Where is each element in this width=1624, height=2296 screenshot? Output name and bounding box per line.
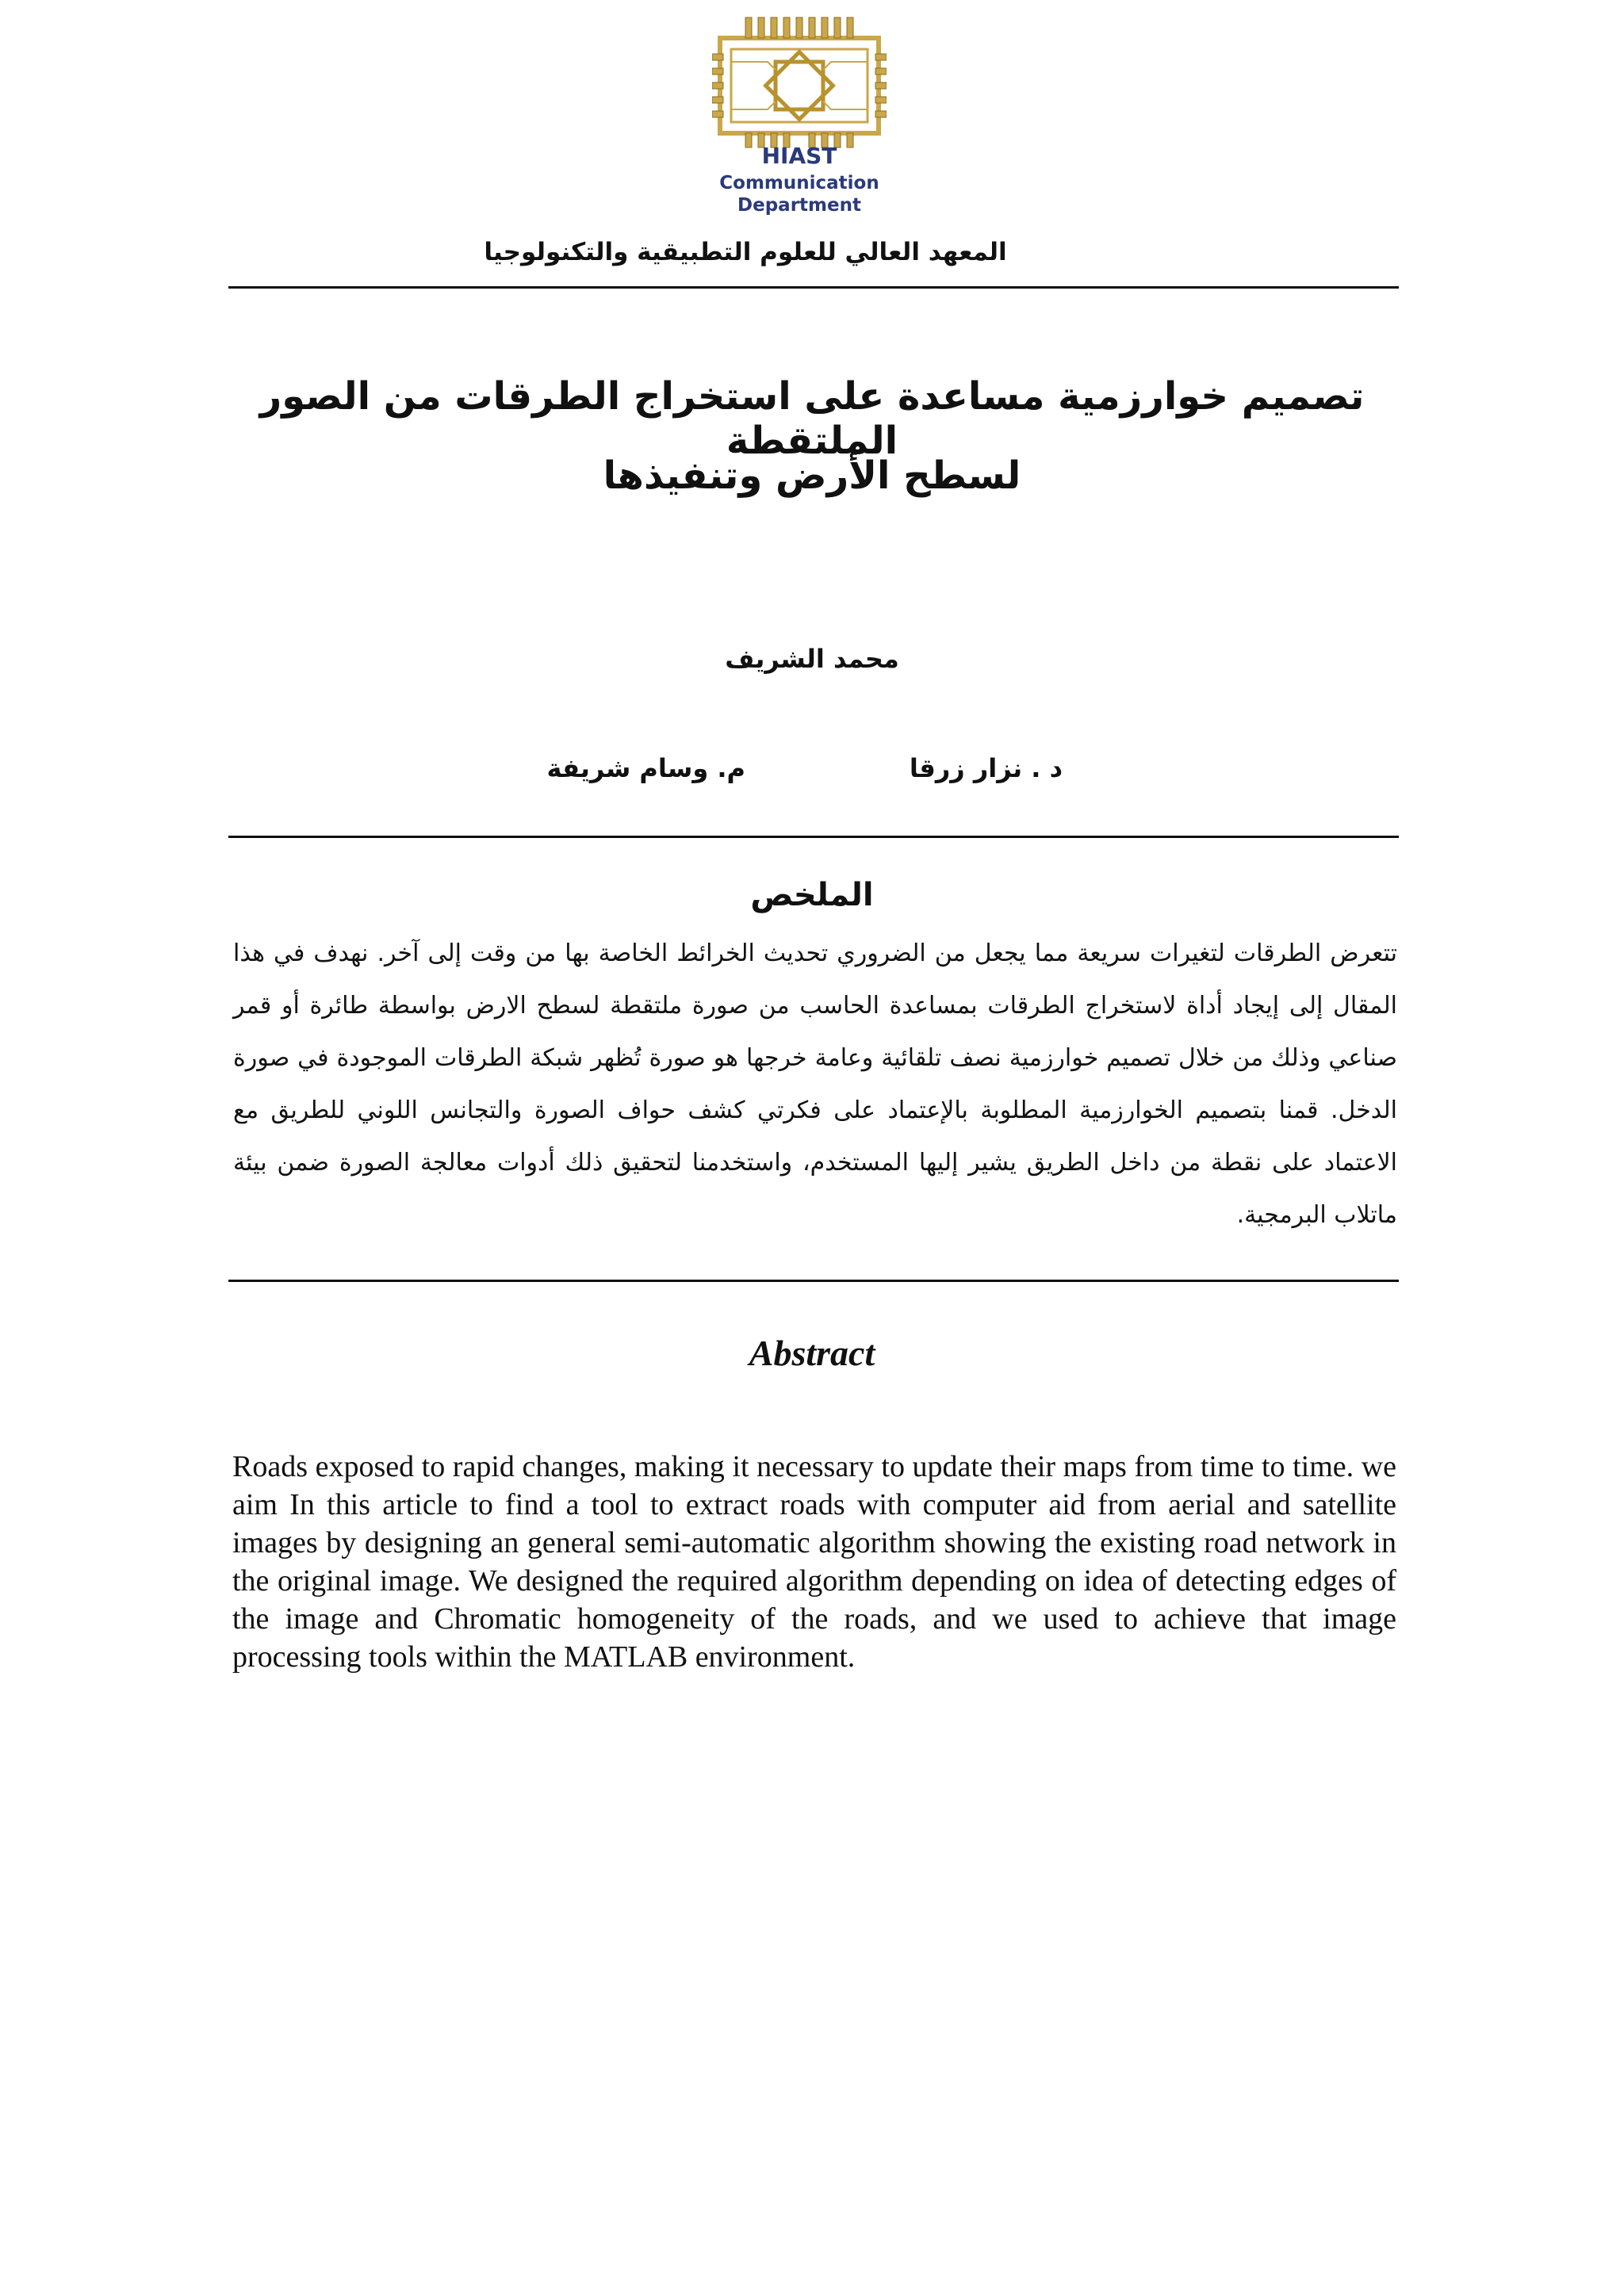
arabic-abstract-text: تتعرض الطرقات لتغيرات سريعة مما يجعل من الضروري تحديث الخرائط الخاصة بها من وقت إلى آخر. نهدف في هذا المقال إلى إيجاد أداة لاستخراج الطرقات بمساعدة الحاسب من صورة ملتقطة لسطح الارض بواسطة طائرة أو قمر صناعي وذلك من خلال تصميم خوارزمية نصف تلقائية وعامة خرجها هو صورة تُظهر شبكة الطرقات الموجودة في صورة الدخل. قمنا بتصميم الخوارزمية المطلوبة بالإعتماد على فكرتي كشف حواف الصورة والتجانس اللوني للطريق مع الاعتماد على نقطة من داخل الطريق يشير إليها المستخدم، واستخدمنا لتحقيق ذلك أدوات معالجة الصورة ضمن بيئة ماتلاب البرمجية.	[233, 939, 1397, 1229]
institute-name: المعهد العالي للعلوم التطبيقية والتكنولوجيا	[484, 238, 1007, 266]
author-main: محمد الشريف	[725, 644, 899, 674]
author-supervisor1: د . نزار زرقا	[909, 753, 1063, 783]
arabic-abstract-heading: الملخص	[750, 877, 874, 913]
hiast-logo-icon	[712, 14, 887, 157]
divider	[228, 1280, 1399, 1282]
english-abstract-heading: Abstract	[749, 1333, 875, 1373]
logo-title: HIAST	[761, 143, 837, 169]
divider	[228, 836, 1399, 838]
paper-title-line2: لسطح الأرض وتنفيذها	[603, 453, 1021, 498]
divider	[228, 286, 1399, 289]
paper-title-line1: تصميم خوارزمية مساعدة على استخراج الطرقات من الصور الملتقطة	[259, 374, 1365, 463]
author-supervisor2: م. وسام شريفة	[546, 753, 745, 783]
logo-subtitle-line2: Department	[737, 195, 861, 216]
english-abstract-text: Roads exposed to rapid changes, making it necessary to update their maps from time to time. we aim In this article to find a tool to extract roads with computer aid from aerial and satellite images by designing an general semi-automatic algorithm showing the existing road network in the original image. We designed the required algorithm depending on idea of detecting edges of the image and Chromatic homogeneity of the roads, and we used to achieve that image processing tools within the MATLAB environment.	[232, 1450, 1396, 1674]
logo-subtitle-line1: Communication	[719, 173, 879, 193]
